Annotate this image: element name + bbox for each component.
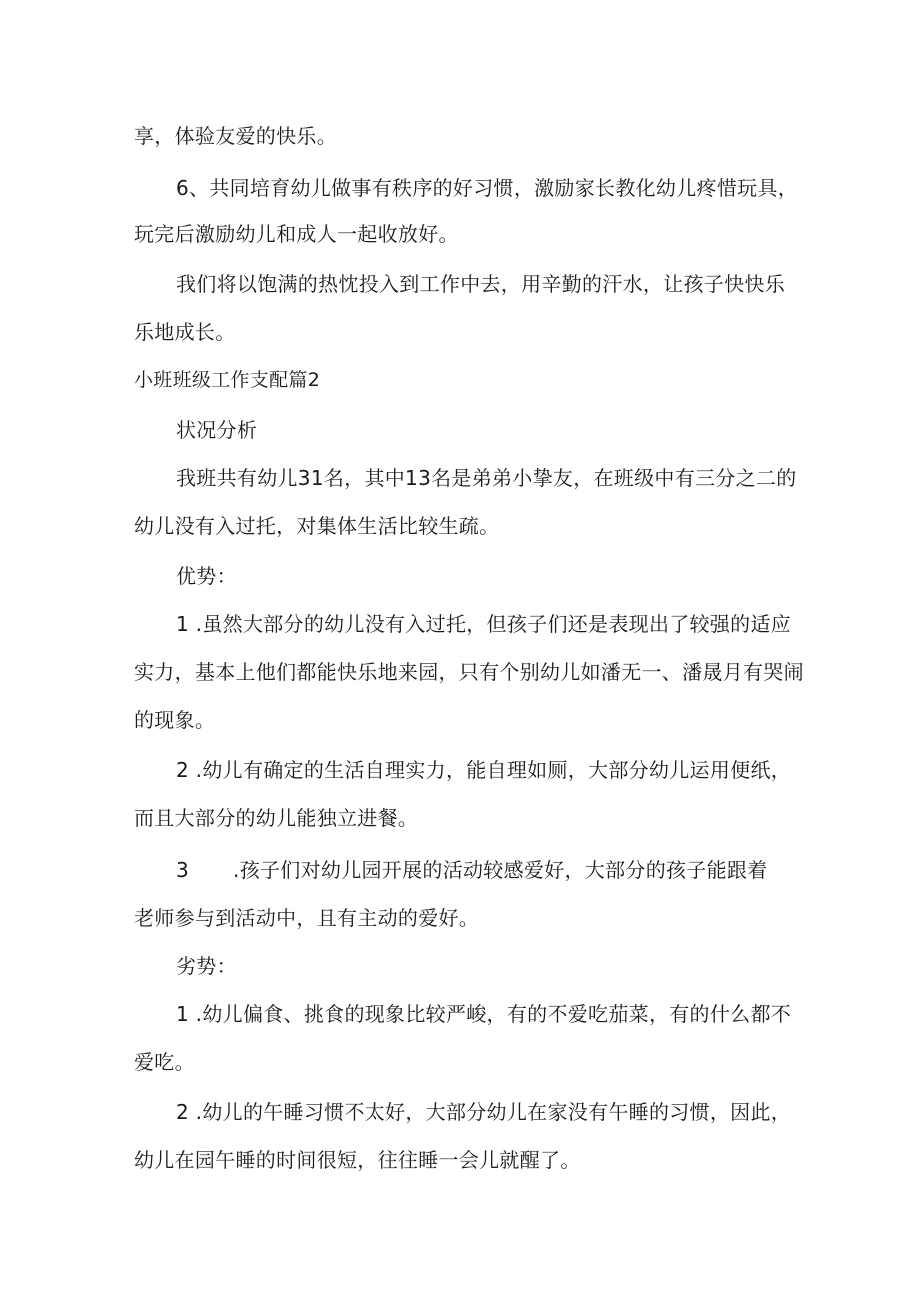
paragraph-line: 我们将以饱满的热忱投入到工作中去，用辛勤的汗水，让孩子快快乐 bbox=[176, 272, 785, 296]
subheading: 优势： bbox=[176, 564, 237, 588]
section-heading: 小班班级工作支配篇2 bbox=[134, 369, 321, 391]
paragraph-line: 玩完后激励幼儿和成人一起收放好。 bbox=[134, 222, 459, 246]
list-item-line: 而且大部分的幼儿能独立进餐。 bbox=[134, 806, 419, 830]
list-item-line: 老师参与到活动中，且有主动的爱好。 bbox=[134, 906, 480, 930]
list-item-line: 2 .幼儿的午睡习惯不太好，大部分幼儿在家没有午睡的习惯，因此， bbox=[176, 1100, 792, 1124]
list-item-line: 2 .幼儿有确定的生活自理实力，能自理如厕，大部分幼儿运用便纸， bbox=[176, 758, 792, 782]
list-text: .孩子们对幼儿园开展的活动较感爱好，大部分的孩子能跟着 bbox=[233, 858, 768, 882]
list-item-line: 幼儿在园午睡的时间很短，往往睡一会儿就醒了。 bbox=[134, 1148, 581, 1172]
paragraph-line: 乐地成长。 bbox=[134, 320, 236, 344]
subheading: 状况分析 bbox=[176, 418, 258, 442]
list-item-line: 爱吃。 bbox=[134, 1050, 195, 1074]
list-number: 3 bbox=[176, 858, 190, 882]
paragraph-line: 幼儿没有入过托，对集体生活比较生疏。 bbox=[134, 514, 500, 538]
list-item-line: 1 .幼儿偏食、挑食的现象比较严峻，有的不爱吃茄菜，有的什么都不 bbox=[176, 1002, 792, 1026]
list-item-line: 实力，基本上他们都能快乐地来园，只有个别幼儿如潘无一、潘晟月有哭闹 bbox=[134, 660, 804, 684]
paragraph-line: 享，体验友爱的快乐。 bbox=[134, 124, 337, 148]
list-item-line: 1 .虽然大部分的幼儿没有入过托，但孩子们还是表现出了较强的适应 bbox=[176, 612, 792, 636]
paragraph-line: 6、共同培育幼儿做事有秩序的好习惯，激励家长教化幼儿疼惜玩具， bbox=[176, 176, 799, 200]
list-item-line: 的现象。 bbox=[134, 708, 216, 732]
list-item-line bbox=[176, 856, 768, 884]
paragraph-line: 我班共有幼儿31名，其中13名是弟弟小挚友，在班级中有三分之二的 bbox=[176, 466, 797, 490]
subheading: 劣势： bbox=[176, 954, 237, 978]
